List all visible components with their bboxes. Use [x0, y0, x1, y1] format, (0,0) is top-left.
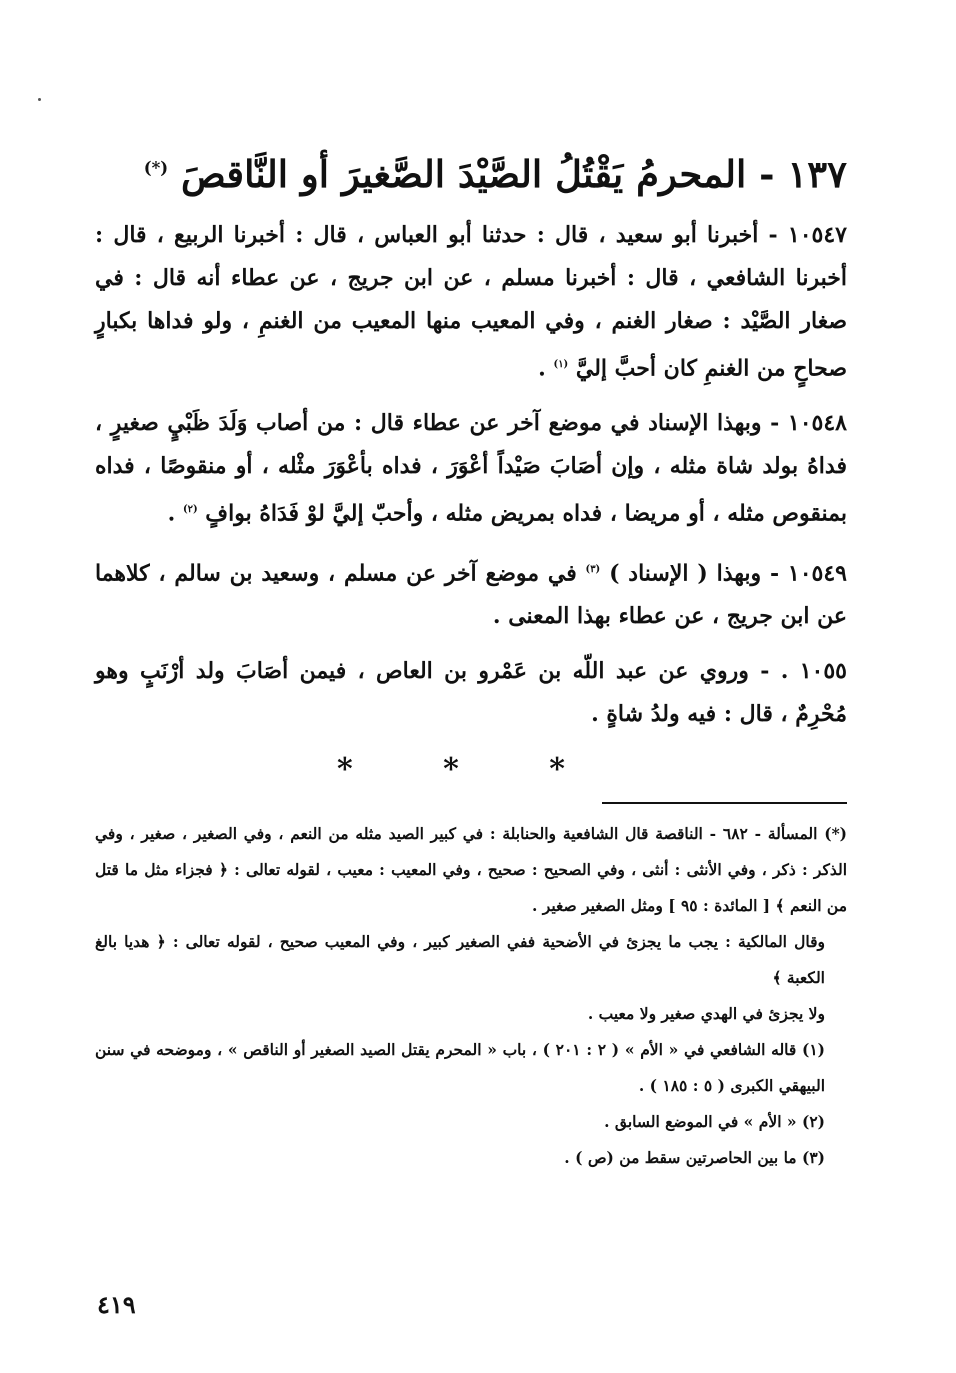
- paragraph-end: في موضع آخر عن مسلم ، وسعيد بن سالم ، كلاهما عن ابن جريج ، عن عطاء بهذا المعنى .: [95, 559, 847, 629]
- paragraph-1550: [95, 650, 847, 736]
- paragraph-1547: [95, 214, 847, 390]
- scan-speck: [38, 98, 41, 101]
- paragraph-text: ١٠٥٤٩ - وبهذا ( الإسناد ): [609, 559, 847, 586]
- footnote-maliki: وقال المالكية : يجب ما يجزئ في الأضحية ففي الصغير كبير ، وفي المعيب صحيح ، لقوله تعالى : ﴿ هديا بالغ الكعبة ﴾: [95, 931, 825, 987]
- paragraph-end: .: [538, 355, 546, 382]
- body-text: [95, 214, 847, 736]
- paragraph-1548: [95, 402, 847, 535]
- footnote-rule: [602, 802, 847, 804]
- footnote-ref: (١): [553, 358, 569, 370]
- footnote-1: (١) قاله الشافعي في « الأم » ( ٢ : ٢٠١ ) ، باب « المحرم يقتل الصيد الصغير أو الناقص » ، وموضحه في سنن البيهقي الكبرى ( ٥ : ١٨٥ ) .: [95, 1039, 825, 1095]
- chapter-title: [95, 150, 847, 200]
- chapter-title-note: (*): [143, 157, 169, 178]
- footnote-ref: (٢): [182, 504, 198, 516]
- paragraph-1549: [95, 548, 847, 638]
- footnotes: [95, 816, 847, 1176]
- footnote-maliki-cont: ولا يجزئ في الهدي صغير ولا معيب .: [587, 1003, 825, 1023]
- footnote-3: (٣) ما بين الحاصرتين سقط من (ص ) .: [564, 1147, 825, 1167]
- paragraph-text: ١٠٥٥ . - وروي عن عبد اللّه بن عَمْرو بن العاص ، فيمن أصَابَ ولد أرْنَبٍ وهو مُحْرِمٌ ، قال : فيه ولدُ شاةٍ .: [95, 657, 847, 727]
- footnote-2: (٢) « الأم » في الموضع السابق .: [604, 1111, 825, 1131]
- footnote-main: (*) المسألة - ٦٨٢ - الناقصة قال الشافعية والحنابلة : في كبير الصيد مثله من النعم ، وفي الصغير ، صغير ، وفي الذكر : ذكر ، وفي الأنثى : أنثى ، وفي الصحيح : صحيح ، وفي المعيب : معيب ، لقوله تعالى : ﴿ فجزاء مثل ما قتل من النعم ﴾ [ المائدة : ٩٥ ] ومثل الصغير صغير .: [95, 823, 848, 915]
- paragraph-text: ١٠٥٤٨ - وبهذا الإسناد في موضع آخر عن عطاء قال : من أصاب وَلَدَ ظَبْيٍ صغيرٍ ، فداهُ بولد شاة مثله ، وإن أصَابَ صَيْداً أعْوَرَ ، فداه بأعْوَرَ مثْله ، أو منقوصًا ، فداه بمنقوص مثله ، أو مريضا ، فداه بمريض مثله ، وأحبّ إليَّ لوْ فَدَاهُ بوافٍ: [95, 410, 847, 527]
- paragraph-end: .: [167, 500, 176, 527]
- section-separator: * * *: [337, 751, 605, 787]
- chapter-title-text: ١٣٧ - المحرمُ يَقْتُلُ الصَّيْدَ الصَّغيرَ أو النَّاقصَ: [181, 152, 847, 196]
- footnote-ref: (٣): [585, 563, 601, 575]
- page-content: [95, 150, 847, 1176]
- page-number: ٤١٩: [97, 1290, 136, 1319]
- paragraph-text: ١٠٥٤٧ - أخبرنا أبو سعيد ، قال : حدثنا أبو العباس ، قال : أخبرنا الربيع ، قال : أخبرنا الشافعي ، قال : أخبرنا مسلم ، عن ابن جريج ، عن عطاء أنه قال : في صغار الصَّيْد : صغار الغنم ، وفي المعيب منها المعيب من الغنمِ ، ولو فداها بكبارٍ صحاحٍ من الغنمِ كان أحبَّ إليَّ: [95, 221, 847, 382]
